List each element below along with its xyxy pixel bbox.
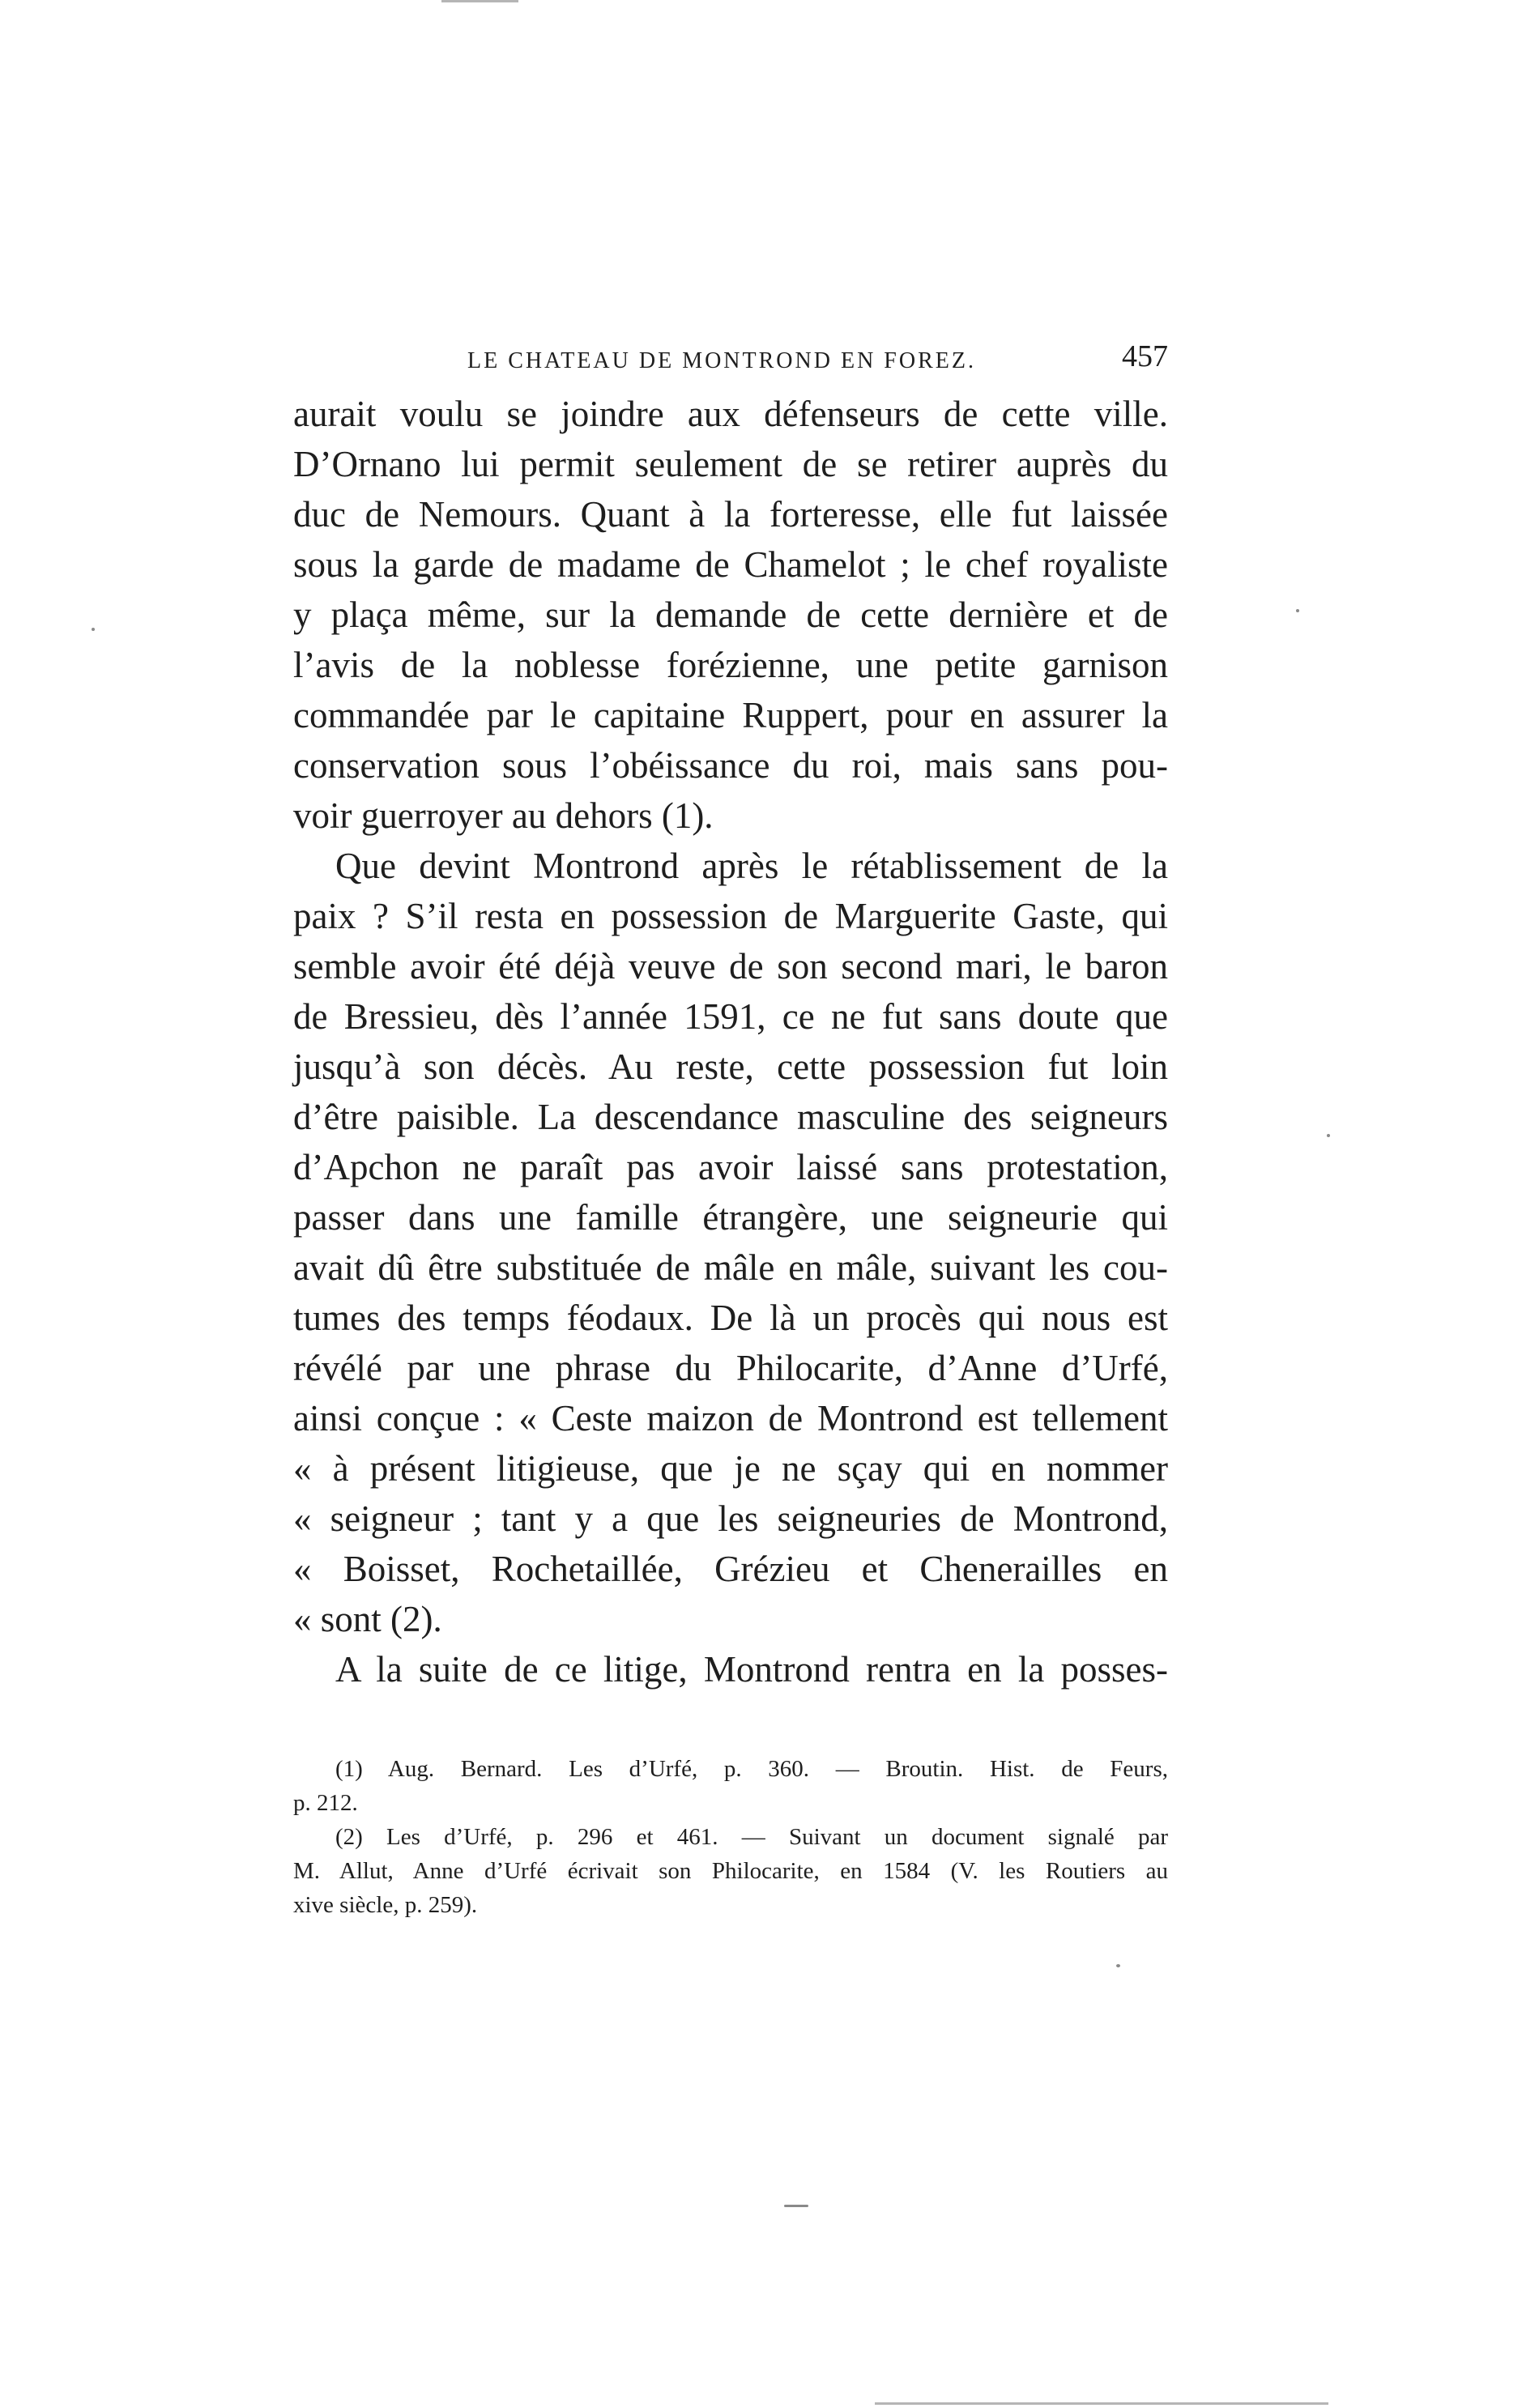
bottom-edge-mark (875, 2402, 1328, 2405)
body-line: avait dû être substituée de mâle en mâle, suivant les cou- (293, 1247, 1168, 1288)
scan-speck (1116, 1964, 1120, 1967)
footnote-line: xive siècle, p. 259). (293, 1892, 478, 1918)
body-line: passer dans une famille étrangère, une seigneurie qui (293, 1197, 1168, 1238)
footnote-line: (1) Aug. Bernard. Les d’Urfé, p. 360. — Broutin. Hist. de Feurs, (335, 1756, 1168, 1782)
body-line: D’Ornano lui permit seulement de se retirer auprès du (293, 444, 1168, 484)
body-line: aurait voulu se joindre aux défenseurs de cette ville. (293, 394, 1168, 434)
footnote-line: (2) Les d’Urfé, p. 296 et 461. — Suivant un document signalé par (335, 1824, 1168, 1850)
body-line: tumes des temps féodaux. De là un procès qui nous est (293, 1298, 1168, 1338)
body-line: paix ? S’il resta en possession de Marguerite Gaste, qui (293, 896, 1168, 936)
body-line: conservation sous l’obéissance du roi, mais sans pou- (293, 745, 1168, 786)
running-title: LE CHATEAU DE MONTROND EN FOREZ. (467, 348, 976, 373)
body-line: « Boisset, Rochetaillée, Grézieu et Chenerailles en (293, 1549, 1168, 1589)
scan-speck (1296, 609, 1299, 612)
body-line: d’être paisible. La descendance masculine des seigneurs (293, 1097, 1168, 1137)
running-head (293, 339, 1168, 387)
body-line: sous la garde de madame de Chamelot ; le chef royaliste (293, 544, 1168, 585)
body-line: voir guerroyer au dehors (1). (293, 795, 714, 836)
body-line: l’avis de la noblesse forézienne, une petite garnison (293, 645, 1168, 685)
body-line: « à présent litigieuse, que je ne sçay qui en nommer (293, 1448, 1168, 1489)
body-text (293, 389, 1168, 1694)
body-line: duc de Nemours. Quant à la forteresse, elle fut laissée (293, 494, 1168, 535)
scan-speck (1327, 1134, 1330, 1137)
footnote-line: M. Allut, Anne d’Urfé écrivait son Philocarite, en 1584 (V. les Routiers au (293, 1858, 1168, 1884)
body-line: y plaça même, sur la demande de cette dernière et de (293, 595, 1168, 635)
footnote-line: p. 212. (293, 1790, 358, 1816)
scan-speck (784, 2205, 808, 2207)
body-line: commandée par le capitaine Ruppert, pour en assurer la (293, 695, 1168, 735)
scan-speck (92, 628, 95, 631)
body-line: « sont (2). (293, 1599, 442, 1639)
body-line: révélé par une phrase du Philocarite, d’Anne d’Urfé, (293, 1348, 1168, 1388)
body-line: de Bressieu, dès l’année 1591, ce ne fut sans doute que (293, 996, 1168, 1037)
body-line: Que devint Montrond après le rétablissement de la (335, 846, 1168, 886)
body-line: A la suite de ce litige, Montrond rentra en la posses- (335, 1649, 1168, 1690)
body-line: jusqu’à son décès. Au reste, cette possession fut loin (293, 1046, 1168, 1087)
body-line: d’Apchon ne paraît pas avoir laissé sans protestation, (293, 1147, 1168, 1187)
body-line: ainsi conçue : « Ceste maizon de Montrond est tellement (293, 1398, 1168, 1438)
page-number: 457 (1122, 339, 1168, 373)
top-edge-mark (441, 0, 518, 2)
footnotes (293, 1752, 1168, 1922)
body-line: « seigneur ; tant y a que les seigneuries de Montrond, (293, 1498, 1168, 1539)
body-line: semble avoir été déjà veuve de son second mari, le baron (293, 946, 1168, 987)
